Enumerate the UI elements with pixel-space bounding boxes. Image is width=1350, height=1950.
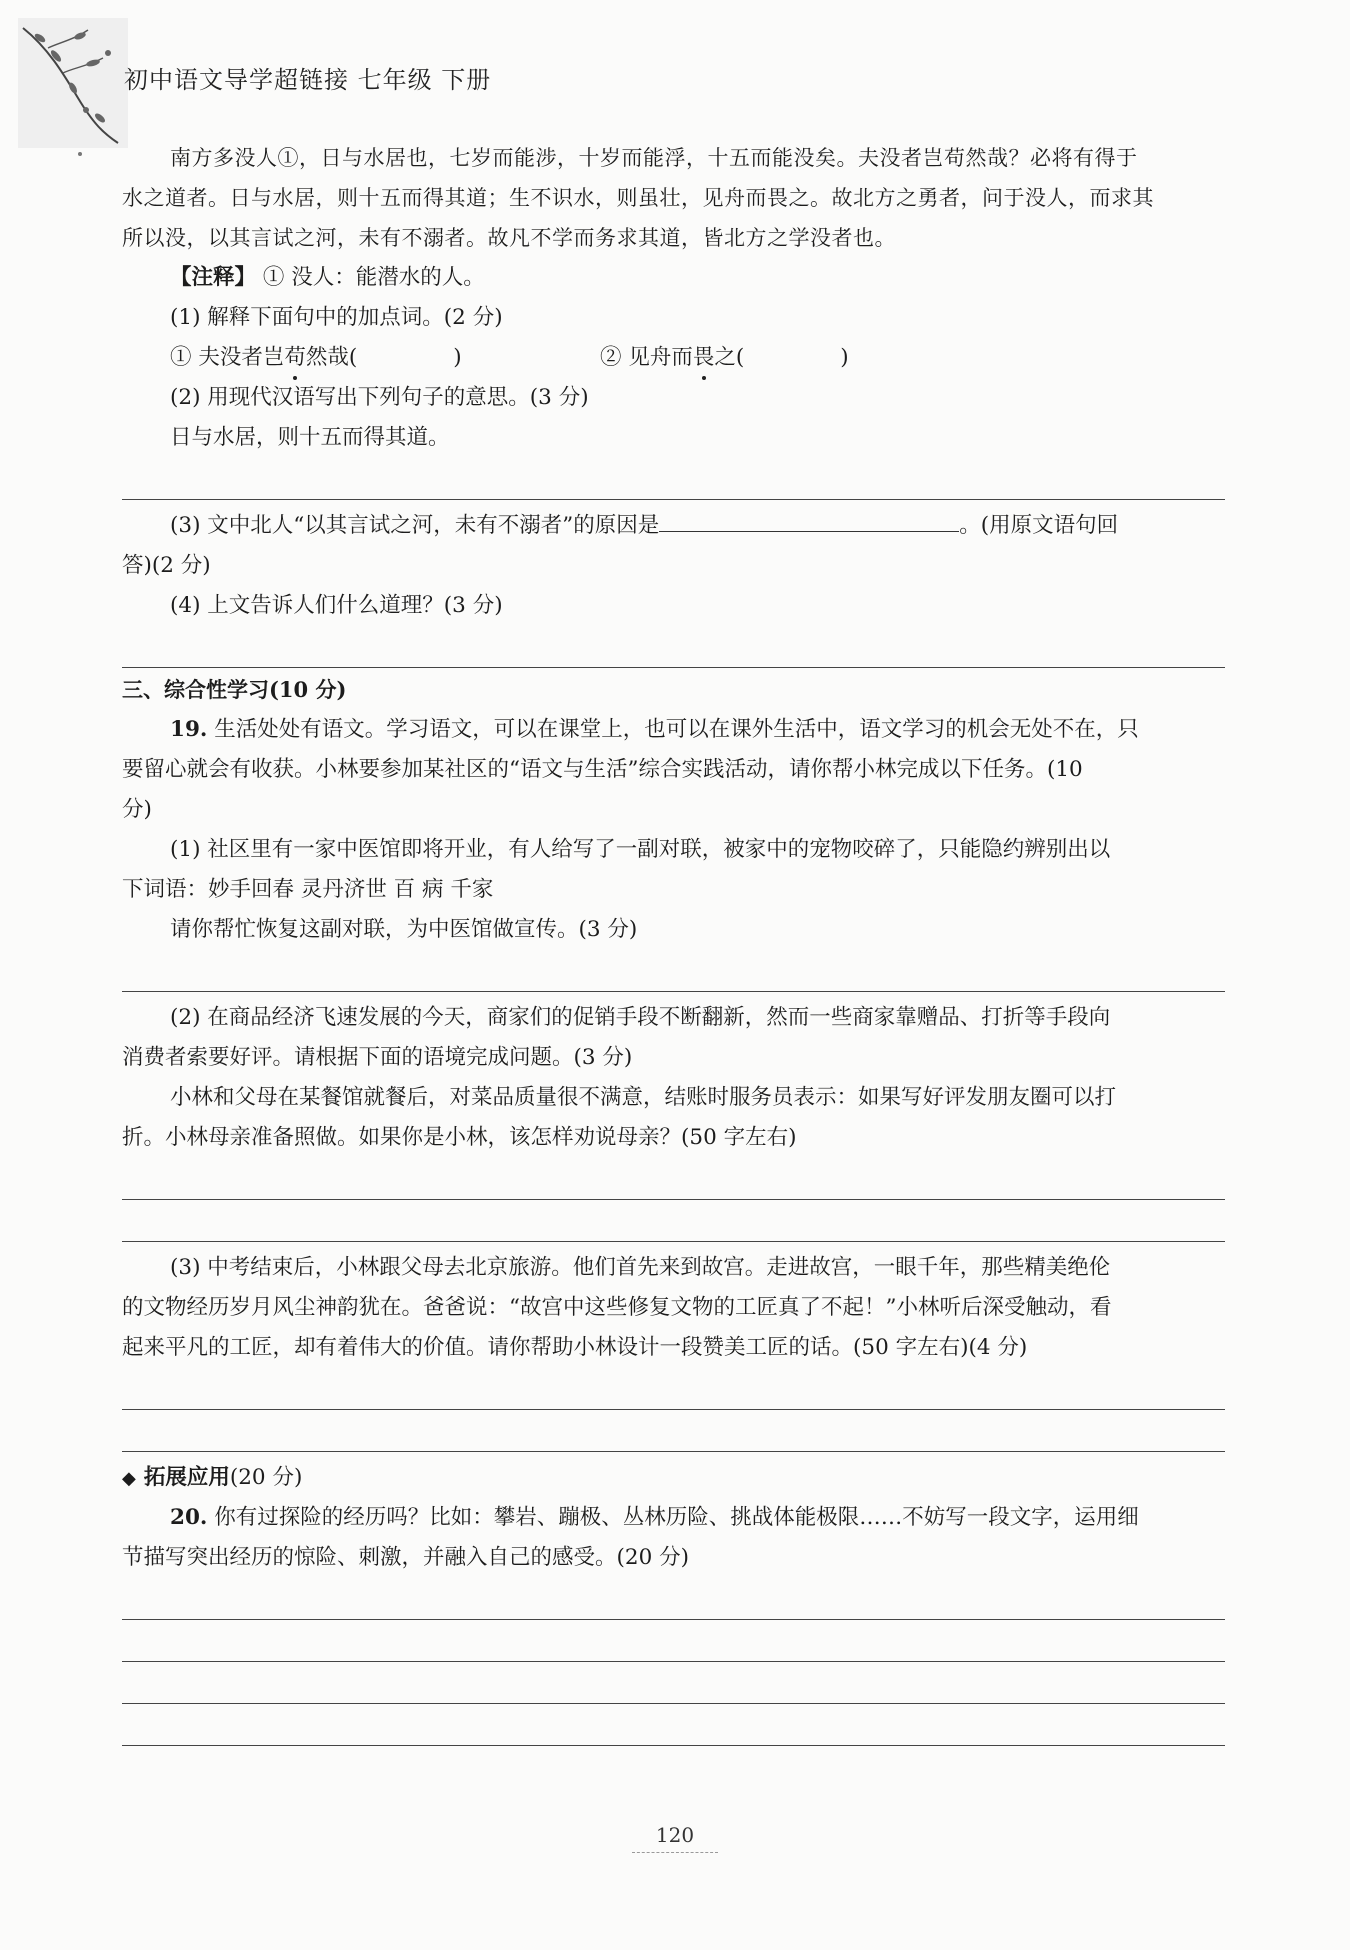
annotation xyxy=(122,258,1225,298)
question-19-intro-line: 要留心就会有收获。小林要参加某社区的“语文与生活”综合实践活动，请你帮小林完成以下任务。(10 xyxy=(122,757,1083,782)
expand-score: (20 分) xyxy=(229,1465,303,1490)
answer-line[interactable] xyxy=(122,950,1225,992)
question-20-line: 节描写突出经历的惊险、刺激，并融入自己的感受。(20 分) xyxy=(122,1545,689,1570)
answer-line[interactable] xyxy=(122,626,1225,668)
answer-line[interactable] xyxy=(122,1200,1225,1242)
emphasis-dot-word: 苟 xyxy=(284,338,306,378)
answer-line[interactable] xyxy=(122,1578,1225,1620)
question-1-prompt: (1) 解释下面句中的加点词。(2 分) xyxy=(170,305,503,330)
page-content xyxy=(122,138,1225,1746)
subquestion-1-line: (1) 社区里有一家中医馆即将开业，有人给写了一副对联，被家中的宠物咬碎了，只能隐约辨别出以 xyxy=(170,837,1111,862)
question-number: 20. xyxy=(170,1505,208,1530)
question-1-items xyxy=(122,338,1225,378)
question-20-line xyxy=(122,1498,1225,1538)
question-text: 你有过探险的经历吗？比如：攀岩、蹦极、丛林历险、挑战体能极限……不妨写一段文字，运用细 xyxy=(207,1505,1139,1530)
item-text: 之( xyxy=(714,345,745,370)
item-text: ) xyxy=(453,345,462,370)
emphasis-dot-word: 畏 xyxy=(693,338,715,378)
prompt-text: 。(用原文语句回 xyxy=(959,513,1119,538)
prompt-text: (3) 文中北人“以其言试之河，未有不溺者”的原因是 xyxy=(170,513,660,538)
subquestion-2-line: 消费者索要好评。请根据下面的语境完成问题。(3 分) xyxy=(122,1045,633,1070)
item-text: 然哉( xyxy=(305,345,358,370)
passage-line: 水之道者。日与水居，则十五而得其道；生不识水，则虽壮，见舟而畏之。故北方之勇者，问于没人，而求其 xyxy=(122,186,1154,210)
answer-line[interactable] xyxy=(122,1704,1225,1746)
question-1-item-1 xyxy=(170,338,600,378)
passage-line: 所以没，以其言试之河，未有不溺者。故凡不学而务求其道，皆北方之学没者也。 xyxy=(122,226,896,250)
question-19-intro-line: 分) xyxy=(122,797,152,822)
subquestion-3-line: 起来平凡的工匠，却有着伟大的价值。请你帮助小林设计一段赞美工匠的话。(50 字左右)(4 分) xyxy=(122,1335,1028,1360)
passage-line: 南方多没人①，日与水居也，七岁而能涉，十岁而能浮，十五而能没矣。夫没者岂苟然哉？必将有得于 xyxy=(170,146,1138,170)
answer-line[interactable] xyxy=(122,1620,1225,1662)
branch-decoration xyxy=(18,18,128,148)
question-3-prompt xyxy=(122,506,1225,546)
subquestion-2-line: 折。小林母亲准备照做。如果你是小林，该怎样劝说母亲？(50 字左右) xyxy=(122,1125,797,1150)
decor-dot xyxy=(78,152,82,156)
question-2-prompt: (2) 用现代汉语写出下列句子的意思。(3 分) xyxy=(170,385,589,410)
subquestion-3-line: 的文物经历岁月风尘神韵犹在。爸爸说：“故宫中这些修复文物的工匠真了不起！”小林听后深受触动，看 xyxy=(122,1295,1112,1320)
item-text: ) xyxy=(840,345,849,370)
expand-section-title xyxy=(122,1458,1225,1498)
answer-blank[interactable] xyxy=(659,511,959,532)
answer-line[interactable] xyxy=(122,1158,1225,1200)
book-header-title: 初中语文导学超链接 七年级 下册 xyxy=(124,66,492,94)
page-number-underline xyxy=(632,1852,718,1853)
page-number: 120 xyxy=(655,1823,695,1847)
answer-line[interactable] xyxy=(122,458,1225,500)
subquestion-2-line: 小林和父母在某餐馆就餐后，对菜品质量很不满意，结账时服务员表示：如果写好评发朋友圈可以打 xyxy=(170,1085,1117,1110)
question-1-item-2 xyxy=(600,338,849,378)
subquestion-1-line: 下词语：妙手回春 灵丹济世 百 病 千家 xyxy=(122,877,494,902)
question-2-sentence: 日与水居，则十五而得其道。 xyxy=(170,425,450,450)
subquestion-1-line: 请你帮忙恢复这副对联，为中医馆做宣传。(3 分) xyxy=(170,917,638,942)
item-text: ② 见舟而 xyxy=(600,345,693,370)
answer-line[interactable] xyxy=(122,1368,1225,1410)
answer-line[interactable] xyxy=(122,1662,1225,1704)
question-3-prompt-cont: 答)(2 分) xyxy=(122,553,211,578)
expand-title: 拓展应用 xyxy=(143,1465,230,1490)
subquestion-3-line: (3) 中考结束后，小林跟父母去北京旅游。他们首先来到故宫。走进故宫，一眼千年，那些精美绝伦 xyxy=(170,1255,1111,1280)
diamond-icon: ◆ xyxy=(122,1468,136,1489)
annotation-label: 【注释】 xyxy=(170,265,257,290)
answer-line[interactable] xyxy=(122,1410,1225,1452)
subquestion-2-line: (2) 在商品经济飞速发展的今天，商家们的促销手段不断翻新，然而一些商家靠赠品、打折等手段向 xyxy=(170,1005,1111,1030)
intro-text: 生活处处有语文。学习语文，可以在课堂上，也可以在课外生活中，语文学习的机会无处不在，只 xyxy=(207,717,1139,742)
question-number: 19. xyxy=(170,717,208,742)
section-3-title: 三、综合性学习(10 分) xyxy=(122,677,347,702)
annotation-text: ① 没人：能潜水的人。 xyxy=(262,265,485,290)
item-text: ① 夫没者岂 xyxy=(170,345,285,370)
question-19-intro xyxy=(122,710,1225,750)
question-4-prompt: (4) 上文告诉人们什么道理？(3 分) xyxy=(170,593,503,618)
